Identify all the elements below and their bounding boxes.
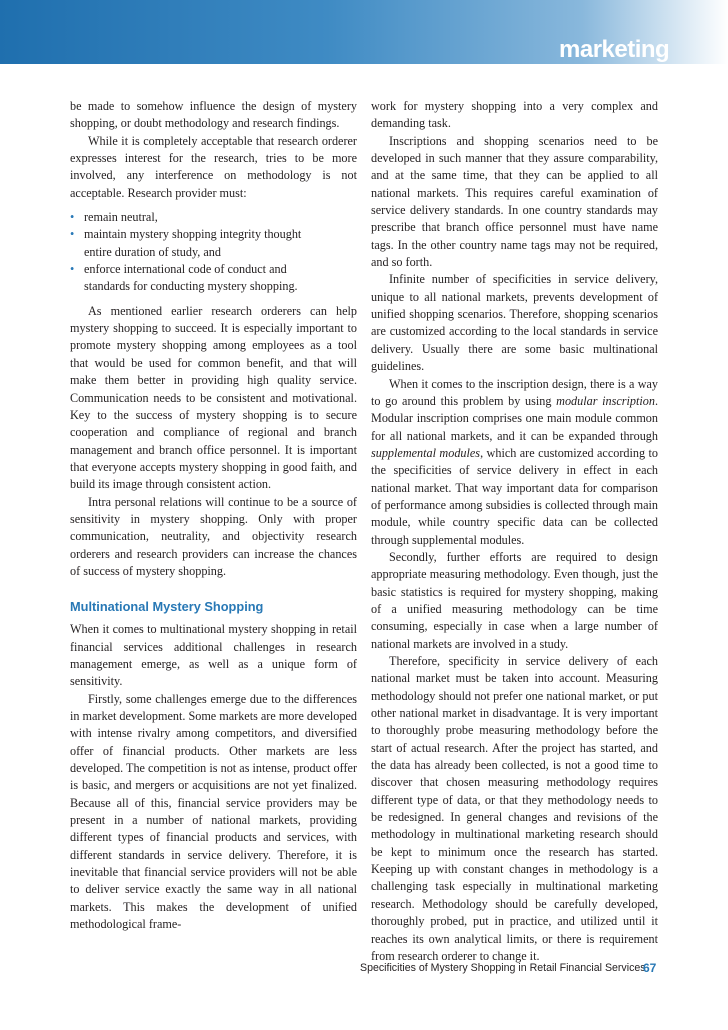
section-heading: Multinational Mystery Shopping [70,599,264,615]
paragraph: Inscriptions and shopping scenarios need to be developed in such manner that they assure comparability, and at the same time, that they can be applied to all national markets. This requires careful examination of service delivery standards. In one country standards may prescribe that branch office personnel must have name tags. In the other country name tags may not be required, and so forth. [371,133,658,270]
paragraph-text: . Modular inscription comprises one main module common for all national markets, and it can be expanded through [371,393,658,443]
running-footer-title: Specificities of Mystery Shopping in Retail Financial Services [360,962,646,974]
paragraph-text: When it comes to the inscription design, there is a way to go around this problem by using [371,376,658,408]
paragraph: When it comes to multinational mystery shopping in retail financial services additional challenges in research management emerge, as well as a unique form of sensitivity. [70,622,357,689]
list-item-text: maintain mystery shopping integrity thought entire duration of study, and [84,227,302,259]
paragraph: Infinite number of specificities in service delivery, unique to all national markets, prevents development of unified shopping scenarios. Therefore, shopping scenarios are customized according to the local standards in service delivery. Usually there are some basic multinational guidelines. [371,272,658,374]
paragraph: Intra personal relations will continue to be a source of sensitivity in mystery shopping. Only with proper communication, neutrality, and objectivity research orderers and research providers can increase the chances of success of mystery shopping. [70,494,357,578]
list-item [70,261,329,296]
paragraph: work for mystery shopping into a very complex and demanding task. [371,99,658,131]
paragraph: Therefore, specificity in service delivery of each national market must be taken into account. Measuring methodology should not prefer one national market, or put other national market in disadvantage. It is very important to thoroughly probe measuring methodology before the start of actual research. After the project has started, and the data has already been collected, is not a good time to discover that chosen measuring methodology requires different type of data, or that they methodology needs to be redesigned. In general changes and revisions of the methodology in multinational marketing research should be kept to minimum once the research has started. Keeping up with constant changes in methodology is a challenging task especially in multinational marketing research. Methodology should be carefully developed, thoroughly probed, put in practice, and utilized until it reaches its own analytical limits, or there is requirement from research orderer to change it. [371,654,658,963]
left-column [70,98,357,933]
emphasis-text: supplemental modules [371,445,481,460]
bullet-icon: • [70,210,75,225]
section-title: marketing [559,36,670,63]
paragraph: As mentioned earlier research orderers can help mystery shopping to succeed. It is especially important to promote mystery shopping among employees as a tool that would be used for common benefit, and that will make them better in providing high quality service. Communication needs to be consistent and motivational. Key to the success of mystery shopping is to secure cooperation and compliance of regional and branch management and branch office personnel. It is important that everyone accepts mystery shopping in good faith, and build its image through consistent action. [70,303,357,492]
paragraph: be made to somehow influence the design of mystery shopping, or doubt methodology and research findings. [70,99,357,131]
emphasis-text: modular inscription [556,393,655,408]
paragraph: While it is completely acceptable that research orderer expresses interest for the research, tries to be more involved, any interference on methodology is not acceptable. Research provider must: [70,133,357,200]
bullet-icon: • [70,227,75,242]
list-item-text: enforce international code of conduct and standards for conducting mystery shopping. [84,262,298,294]
list-item [70,226,329,261]
bullet-icon: • [70,262,75,277]
page-number: 67 [643,961,657,975]
paragraph [371,376,658,549]
right-column [371,98,658,965]
paragraph: Firstly, some challenges emerge due to the differences in market development. Some markets are more developed with intense rivalry among competitors, and diversified offer of financial products. Other markets are less developed. The competition is not as intense, product offer is basic, and mergers or acquisitions are not yet finalized. Because all of this, financial service providers may be present in a number of national markets, providing different types of financial products and services, with different standards in service delivery. Therefore, it is inevitable that financial service providers will not be able to deliver service exactly the same way in all national markets. This makes the development of unified methodological frame- [70,691,357,932]
list-item-text: remain neutral, [84,210,158,225]
bullet-list [70,209,357,296]
paragraph-text: , which are customized according to the specificities of service delivery in effect in each national market. That way important data for comparison of performance among subsidies is collected through main module, while country specific data can be collected through supplemental modules. [371,445,658,547]
paragraph: Secondly, further efforts are required to design appropriate measuring methodology. Even though, just the basic statistics is required for mystery shopping, making of a unified measuring methodology can be time consuming, especially in case when a large number of national markets are involved in a study. [371,549,658,651]
list-item [70,209,329,226]
